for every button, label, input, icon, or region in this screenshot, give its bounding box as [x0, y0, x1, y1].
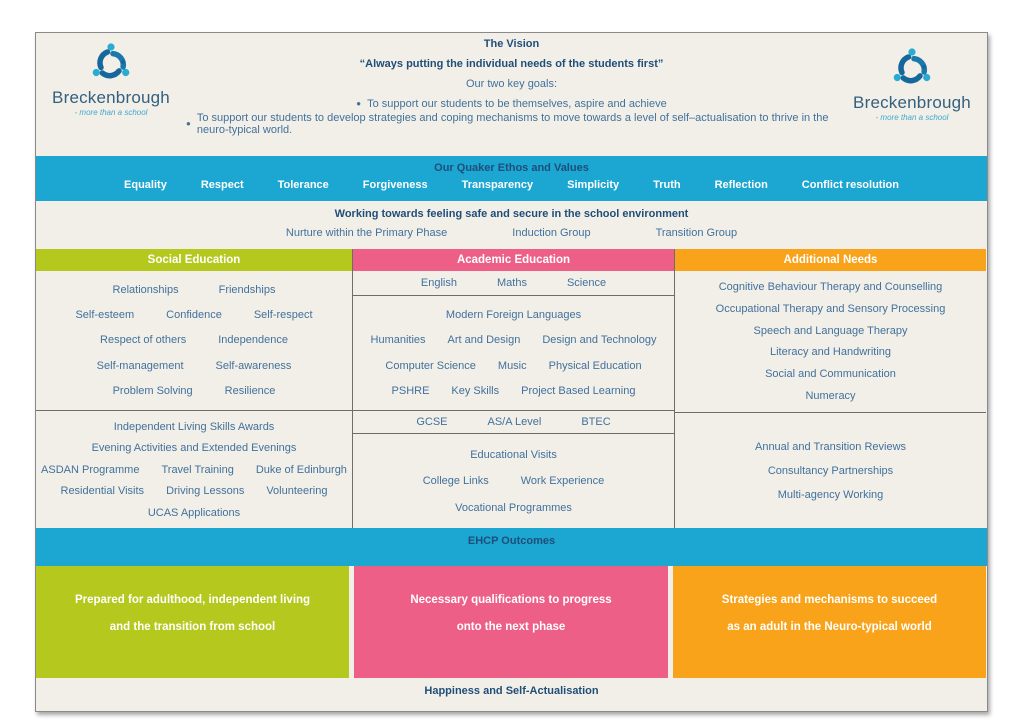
ethos-title: Our Quaker Ethos and Values: [434, 162, 589, 174]
vision-goal-text: To support our students to be themselves, aspire and achieve: [367, 98, 667, 110]
social-item: Residential Visits: [60, 485, 145, 497]
curriculum-board: [35, 32, 988, 712]
additional-item: Cognitive Behaviour Therapy and Counselling: [718, 280, 943, 293]
academic-item: Computer Science: [385, 359, 476, 372]
ethos-value: Transparency: [461, 179, 534, 191]
academic-subjects-section: [353, 296, 674, 411]
safety-group: Transition Group: [655, 227, 738, 239]
ehcp-outcomes-bar: EHCP Outcomes: [36, 528, 987, 566]
additional-item: Speech and Language Therapy: [753, 324, 908, 337]
vision-goal: [356, 98, 666, 110]
additional-needs-header: Additional Needs: [675, 249, 986, 271]
outcome-line: Prepared for adulthood, independent living: [74, 593, 311, 606]
social-item: Relationships: [112, 284, 179, 297]
outcomes-row: [36, 566, 987, 678]
outcome-line: Necessary qualifications to progress: [410, 593, 612, 606]
academic-item: PSHRE: [391, 384, 430, 397]
social-item: Self-esteem: [75, 309, 135, 322]
vision-text: [186, 33, 837, 156]
social-item: Self-respect: [253, 309, 313, 322]
academic-item: Physical Education: [548, 359, 642, 372]
additional-item: Consultancy Partnerships: [767, 464, 894, 477]
academic-item: Work Experience: [520, 475, 605, 487]
social-education-header: Social Education: [36, 249, 352, 271]
outcome-line: onto the next phase: [456, 620, 566, 633]
social-item: Friendships: [218, 284, 276, 297]
academic-item: Project Based Learning: [521, 384, 636, 397]
social-item: Confidence: [166, 309, 222, 322]
bullet-icon: ●: [356, 99, 362, 108]
social-item: UCAS Applications: [147, 506, 241, 519]
outcome-line: as an adult in the Neuro-typical world: [727, 620, 932, 633]
academic-item: Maths: [496, 277, 527, 289]
school-logo-icon: [82, 41, 140, 87]
social-skills-section: [36, 271, 352, 411]
social-item: Problem Solving: [112, 384, 193, 397]
safety-section: [36, 201, 987, 249]
academic-qualifications-section: [353, 411, 674, 434]
additional-item: Social and Communication: [765, 368, 896, 381]
social-item: Duke of Edinburgh: [255, 463, 347, 476]
social-item: Respect of others: [100, 334, 187, 347]
outcome-line: Strategies and mechanisms to succeed: [721, 593, 938, 606]
safety-group: Induction Group: [512, 227, 591, 239]
social-item: Self-awareness: [215, 359, 292, 372]
curriculum-columns: [36, 249, 987, 528]
additional-item: Multi-agency Working: [777, 488, 884, 501]
social-item: Self-management: [96, 359, 184, 372]
additional-partnerships-section: [675, 413, 986, 528]
school-logo-icon: [883, 46, 941, 92]
social-item: Resilience: [224, 384, 276, 397]
safety-title: Working towards feeling safe and secure in the school environment: [334, 208, 689, 220]
outcome-social: [36, 566, 349, 678]
social-activities-section: [36, 411, 352, 528]
social-item: Volunteering: [266, 485, 328, 497]
additional-therapies-section: [675, 271, 986, 413]
academic-item: GCSE: [416, 416, 448, 428]
social-item: Independence: [218, 334, 288, 347]
ethos-value: Tolerance: [277, 179, 329, 191]
logo-tagline: - more than a school: [875, 113, 949, 122]
additional-item: Numeracy: [805, 390, 856, 403]
logo-tagline: - more than a school: [74, 108, 148, 117]
social-item: Travel Training: [161, 463, 234, 476]
academic-item: AS/A Level: [487, 416, 542, 428]
ethos-value: Reflection: [714, 179, 768, 191]
academic-enrichment-section: [353, 434, 674, 528]
vision-title: The Vision: [483, 38, 540, 50]
ethos-value: Simplicity: [567, 179, 620, 191]
academic-item: Modern Foreign Languages: [445, 309, 582, 322]
school-logo-left: [36, 33, 186, 156]
column-academic-education: [352, 249, 674, 528]
academic-item: Humanities: [370, 334, 426, 347]
additional-item: Annual and Transition Reviews: [754, 440, 907, 453]
social-item: ASDAN Programme: [41, 463, 140, 476]
academic-item: Design and Technology: [542, 334, 657, 347]
academic-item: Science: [566, 277, 607, 289]
safety-group: Nurture within the Primary Phase: [285, 227, 448, 239]
academic-item: Educational Visits: [470, 448, 557, 461]
column-additional-needs: [674, 249, 986, 528]
vision-goal: [186, 112, 837, 136]
happiness-footer: Happiness and Self-Actualisation: [424, 685, 599, 697]
ethos-bar: [36, 156, 987, 201]
column-social-education: [36, 249, 352, 528]
logo-name: Breckenbrough: [853, 93, 971, 112]
vision-quote: “Always putting the individual needs of the students first”: [359, 58, 664, 70]
academic-item: BTEC: [581, 416, 611, 428]
bullet-icon: ●: [186, 119, 191, 128]
outcome-additional: [673, 566, 986, 678]
ethos-value: Conflict resolution: [801, 179, 899, 191]
safety-groups: [36, 227, 987, 239]
academic-item: Vocational Programmes: [455, 501, 572, 514]
ethos-values: [36, 179, 987, 191]
academic-item: Art and Design: [447, 334, 521, 347]
logo-name: Breckenbrough: [52, 88, 170, 107]
social-item: Evening Activities and Extended Evenings: [91, 442, 297, 454]
outcome-line: and the transition from school: [109, 620, 276, 633]
social-item: Independent Living Skills Awards: [113, 420, 275, 433]
ethos-value: Respect: [200, 179, 244, 191]
vision-goals-label: Our two key goals:: [465, 78, 558, 90]
social-item: Driving Lessons: [166, 485, 245, 497]
school-logo-right: [837, 33, 987, 156]
additional-item: Literacy and Handwriting: [769, 346, 892, 359]
academic-item: English: [420, 277, 457, 289]
academic-item: Music: [497, 359, 527, 372]
ethos-value: Truth: [653, 179, 681, 191]
additional-item: Occupational Therapy and Sensory Processing: [715, 302, 946, 315]
vision-section: [36, 33, 987, 156]
ethos-value: Forgiveness: [362, 179, 428, 191]
academic-item: College Links: [422, 475, 489, 487]
academic-item: Key Skills: [451, 384, 500, 397]
academic-education-header: Academic Education: [353, 249, 674, 271]
ethos-value: Equality: [124, 179, 167, 191]
vision-goal-text: To support our students to develop strategies and coping mechanisms to move towards a level of self–actualisation to thrive in the neuro-typical world.: [196, 112, 829, 136]
outcome-academic: [354, 566, 668, 678]
academic-core-section: [353, 271, 674, 296]
